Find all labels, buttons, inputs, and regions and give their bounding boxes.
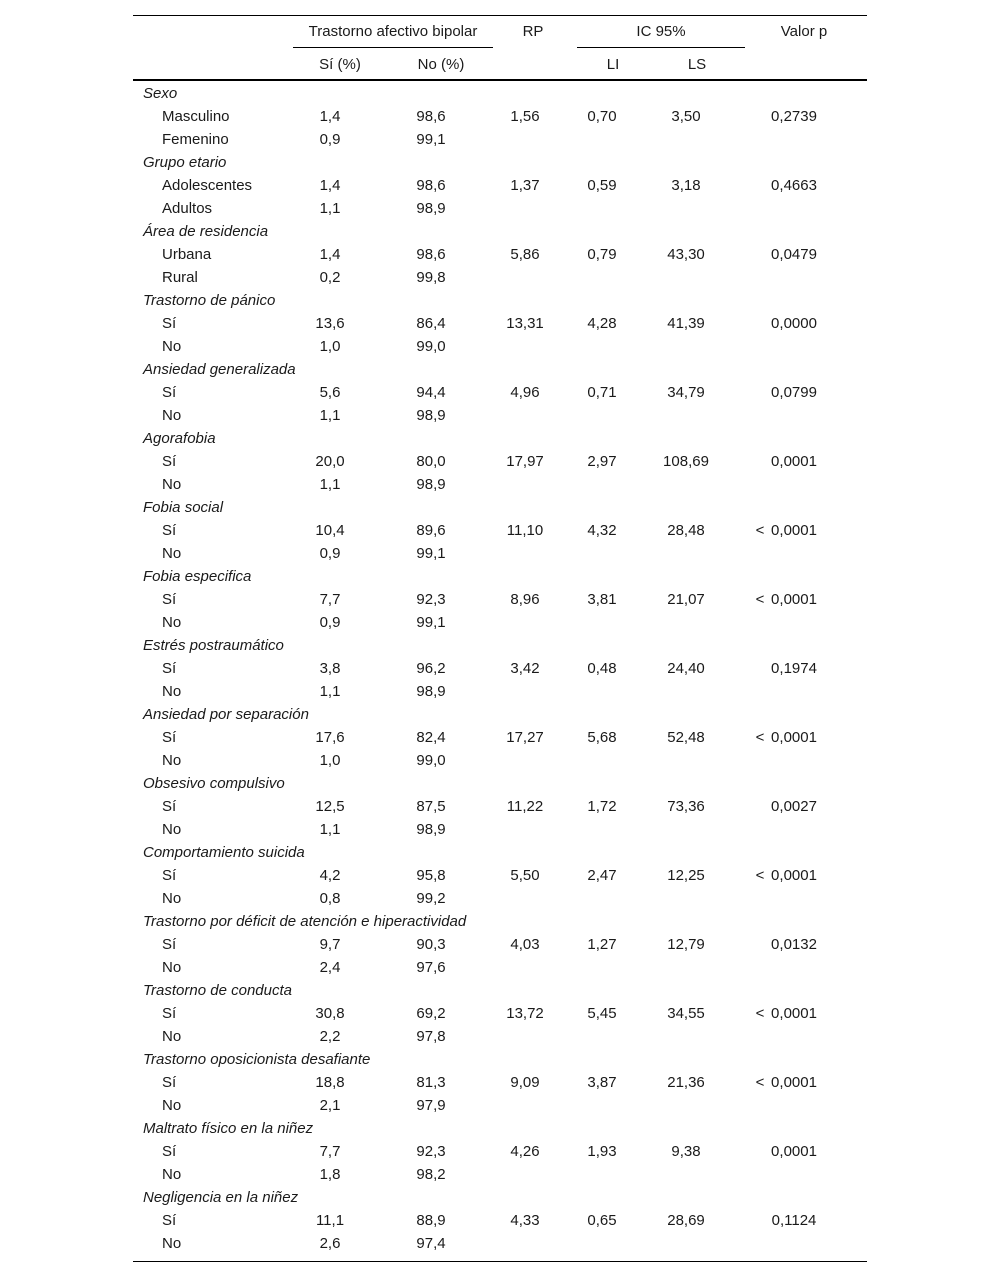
cell-no: 82,4: [416, 729, 446, 746]
group-label: Trastorno por déficit de atención e hiperactividad: [143, 913, 467, 930]
cell-ls: 108,69: [663, 453, 709, 470]
cell-p: 0,0001: [771, 453, 817, 470]
cell-p: 0,0479: [771, 246, 817, 263]
cell-rp: 17,97: [506, 453, 544, 470]
cell-rp: 13,31: [506, 315, 544, 332]
cell-rp: 5,86: [510, 246, 540, 263]
cell-ls: 28,69: [667, 1212, 705, 1229]
cell-si: 0,9: [319, 614, 341, 631]
cell-no: 81,3: [416, 1074, 446, 1091]
cell-no: 99,1: [416, 614, 446, 631]
row-label: Adolescentes: [162, 177, 253, 194]
cell-li: 5,45: [587, 1005, 617, 1022]
row-label: No: [162, 1028, 182, 1045]
cell-ls: 9,38: [671, 1143, 701, 1160]
cell-no: 98,9: [416, 476, 446, 493]
cell-no: 98,2: [416, 1166, 446, 1183]
group-underline: [293, 47, 493, 48]
cell-si: 11,1: [315, 1212, 345, 1229]
row-label: Sí: [162, 1212, 177, 1229]
cell-ls: 24,40: [667, 660, 705, 677]
row-label: No: [162, 545, 182, 562]
cell-p: 0,4663: [771, 177, 817, 194]
row-label: Sí: [162, 453, 177, 470]
cell-no: 99,0: [416, 338, 446, 355]
row-label: Sí: [162, 729, 177, 746]
group-label: Trastorno oposicionista desafiante: [143, 1051, 371, 1068]
group-label: Ansiedad por separación: [143, 706, 309, 723]
cell-p: 0,0027: [771, 798, 817, 815]
group-label: Agorafobia: [143, 430, 216, 447]
row-label: Sí: [162, 1005, 177, 1022]
cell-p: 0,0132: [771, 936, 817, 953]
row-label: Sí: [162, 1074, 177, 1091]
cell-si: 1,1: [319, 476, 341, 493]
cell-ls: 3,18: [671, 177, 701, 194]
cell-rp: 8,96: [510, 591, 540, 608]
header-ic: IC 95%: [636, 23, 686, 40]
cell-si: 2,2: [319, 1028, 341, 1045]
row-label: No: [162, 890, 182, 907]
cell-li: 1,93: [587, 1143, 617, 1160]
cell-no: 97,9: [416, 1097, 446, 1114]
row-label: No: [162, 476, 182, 493]
cell-ls: 34,79: [667, 384, 705, 401]
cell-rp: 4,26: [510, 1143, 540, 1160]
cell-p: 0,0799: [771, 384, 817, 401]
cell-no: 99,2: [416, 890, 446, 907]
cell-rp: 17,27: [506, 729, 544, 746]
cell-ls: 41,39: [667, 315, 705, 332]
cell-li: 1,27: [587, 936, 617, 953]
row-label: No: [162, 821, 182, 838]
cell-rp: 4,33: [510, 1212, 540, 1229]
cell-li: 0,65: [587, 1212, 617, 1229]
cell-rp: 3,42: [510, 660, 540, 677]
row-label: No: [162, 614, 182, 631]
cell-ls: 52,48: [667, 729, 705, 746]
cell-si: 0,2: [319, 269, 341, 286]
cell-no: 98,9: [416, 407, 446, 424]
cell-si: 3,8: [319, 660, 341, 677]
cell-no: 97,4: [416, 1235, 446, 1252]
group-label: Estrés postraumático: [143, 637, 284, 654]
cell-no: 96,2: [416, 660, 446, 677]
row-label: Rural: [162, 269, 198, 286]
cell-li: 2,97: [587, 453, 617, 470]
cell-si: 7,7: [319, 591, 341, 608]
cell-no: 98,6: [416, 177, 446, 194]
row-label: No: [162, 752, 182, 769]
cell-li: 5,68: [587, 729, 617, 746]
cell-si: 18,8: [315, 1074, 345, 1091]
cell-no: 90,3: [416, 936, 446, 953]
group-label: Comportamiento suicida: [143, 844, 305, 861]
cell-rp: 11,10: [506, 522, 544, 539]
cell-ls: 3,50: [671, 108, 701, 125]
cell-si: 1,4: [319, 246, 341, 263]
cell-ls: 43,30: [667, 246, 705, 263]
cell-no: 98,9: [416, 683, 446, 700]
cell-ls: 12,25: [667, 867, 705, 884]
cell-no: 95,8: [416, 867, 446, 884]
row-label: No: [162, 338, 182, 355]
group-label: Trastorno de pánico: [143, 292, 276, 309]
cell-rp: 13,72: [506, 1005, 544, 1022]
row-label: Urbana: [162, 246, 212, 263]
cell-no: 99,1: [416, 131, 446, 148]
cell-si: 2,6: [319, 1235, 341, 1252]
cell-p: 0,1124: [771, 1212, 817, 1229]
cell-p: 0,0001: [771, 1005, 817, 1022]
row-label: Sí: [162, 798, 177, 815]
header-si: Sí (%): [319, 56, 361, 73]
cell-si: 0,9: [319, 545, 341, 562]
cell-no: 97,8: [416, 1028, 446, 1045]
header-rp: RP: [522, 23, 544, 40]
cell-si: 2,4: [319, 959, 341, 976]
row-label: No: [162, 683, 182, 700]
cell-si: 17,6: [315, 729, 345, 746]
cell-no: 98,6: [416, 108, 446, 125]
row-label: Sí: [162, 936, 177, 953]
cell-rp: 1,56: [510, 108, 540, 125]
cell-ls: 73,36: [667, 798, 705, 815]
less-than-sign: <: [755, 867, 765, 884]
cell-li: 4,32: [587, 522, 617, 539]
cell-no: 86,4: [416, 315, 446, 332]
cell-no: 89,6: [416, 522, 446, 539]
cell-li: 2,47: [587, 867, 617, 884]
cell-no: 98,9: [416, 821, 446, 838]
group-label: Fobia social: [143, 499, 224, 516]
cell-ls: 12,79: [667, 936, 705, 953]
cell-rp: 4,03: [510, 936, 540, 953]
row-label: No: [162, 1235, 182, 1252]
group-label: Sexo: [143, 85, 178, 102]
less-than-sign: <: [755, 1074, 765, 1091]
row-label: No: [162, 1097, 182, 1114]
group-label: Maltrato físico en la niñez: [143, 1120, 314, 1137]
cell-li: 0,70: [587, 108, 617, 125]
row-label: Femenino: [162, 131, 229, 148]
header-p: Valor p: [780, 23, 828, 40]
ic-underline: [577, 47, 745, 48]
cell-si: 1,1: [319, 683, 341, 700]
cell-si: 1,1: [319, 821, 341, 838]
header-li: LI: [606, 56, 620, 73]
cell-no: 94,4: [416, 384, 446, 401]
cell-no: 69,2: [416, 1005, 446, 1022]
cell-no: 99,1: [416, 545, 446, 562]
cell-no: 92,3: [416, 1143, 446, 1160]
cell-p: 0,0001: [771, 1143, 817, 1160]
cell-si: 2,1: [319, 1097, 341, 1114]
group-label: Área de residencia: [143, 223, 269, 240]
group-label: Grupo etario: [143, 154, 227, 171]
row-label: Adultos: [162, 200, 213, 217]
cell-si: 1,4: [319, 177, 341, 194]
cell-ls: 34,55: [667, 1005, 705, 1022]
row-label: Sí: [162, 384, 177, 401]
group-label: Trastorno de conducta: [143, 982, 292, 999]
cell-ls: 21,36: [667, 1074, 705, 1091]
cell-li: 1,72: [587, 798, 617, 815]
cell-p: 0,0000: [771, 315, 817, 332]
cell-si: 1,8: [319, 1166, 341, 1183]
cell-si: 1,0: [319, 752, 341, 769]
cell-no: 92,3: [416, 591, 446, 608]
cell-p: 0,0001: [771, 522, 817, 539]
top-rule: [133, 15, 867, 16]
cell-p: 0,0001: [771, 1074, 817, 1091]
cell-no: 88,9: [416, 1212, 446, 1229]
cell-si: 12,5: [315, 798, 345, 815]
row-label: No: [162, 1166, 182, 1183]
cell-rp: 5,50: [510, 867, 540, 884]
cell-si: 1,1: [319, 200, 341, 217]
row-label: Sí: [162, 591, 177, 608]
header-rule: [133, 79, 867, 81]
cell-no: 99,0: [416, 752, 446, 769]
row-label: Sí: [162, 1143, 177, 1160]
header-ls: LS: [687, 56, 707, 73]
group-label: Fobia especifica: [143, 568, 252, 585]
cell-rp: 1,37: [510, 177, 540, 194]
cell-rp: 11,22: [506, 798, 544, 815]
less-than-sign: <: [755, 591, 765, 608]
cell-p: 0,0001: [771, 591, 817, 608]
group-label: Ansiedad generalizada: [143, 361, 296, 378]
cell-si: 7,7: [319, 1143, 341, 1160]
cell-li: 0,79: [587, 246, 617, 263]
cell-si: 13,6: [315, 315, 345, 332]
cell-li: 0,71: [587, 384, 617, 401]
cell-rp: 4,96: [510, 384, 540, 401]
cell-si: 10,4: [315, 522, 345, 539]
cell-si: 0,8: [319, 890, 341, 907]
less-than-sign: <: [755, 522, 765, 539]
cell-si: 20,0: [315, 453, 345, 470]
cell-si: 5,6: [319, 384, 341, 401]
row-label: Sí: [162, 522, 177, 539]
cell-ls: 21,07: [667, 591, 705, 608]
cell-si: 0,9: [319, 131, 341, 148]
cell-li: 0,59: [587, 177, 617, 194]
cell-p: 0,0001: [771, 729, 817, 746]
row-label: No: [162, 959, 182, 976]
cell-si: 1,0: [319, 338, 341, 355]
cell-no: 99,8: [416, 269, 446, 286]
header-no: No (%): [417, 56, 465, 73]
cell-si: 9,7: [319, 936, 341, 953]
row-label: Sí: [162, 660, 177, 677]
cell-no: 80,0: [416, 453, 446, 470]
cell-no: 98,9: [416, 200, 446, 217]
cell-no: 98,6: [416, 246, 446, 263]
cell-li: 0,48: [587, 660, 617, 677]
cell-no: 97,6: [416, 959, 446, 976]
cell-no: 87,5: [416, 798, 446, 815]
cell-si: 1,4: [319, 108, 341, 125]
cell-p: 0,0001: [771, 867, 817, 884]
cell-rp: 9,09: [510, 1074, 540, 1091]
cell-ls: 28,48: [667, 522, 705, 539]
less-than-sign: <: [755, 729, 765, 746]
cell-p: 0,2739: [771, 108, 817, 125]
row-label: Sí: [162, 867, 177, 884]
group-label: Obsesivo compulsivo: [143, 775, 285, 792]
cell-li: 4,28: [587, 315, 617, 332]
group-label: Negligencia en la niñez: [143, 1189, 299, 1206]
bottom-rule: [133, 1261, 867, 1262]
less-than-sign: <: [755, 1005, 765, 1022]
cell-p: 0,1974: [771, 660, 817, 677]
row-label: Sí: [162, 315, 177, 332]
cell-si: 4,2: [319, 867, 341, 884]
cell-li: 3,87: [587, 1074, 617, 1091]
cell-si: 30,8: [315, 1005, 345, 1022]
row-label: Masculino: [162, 108, 230, 125]
header-group-label: Trastorno afectivo bipolar: [308, 23, 478, 40]
cell-si: 1,1: [319, 407, 341, 424]
row-label: No: [162, 407, 182, 424]
cell-li: 3,81: [587, 591, 617, 608]
